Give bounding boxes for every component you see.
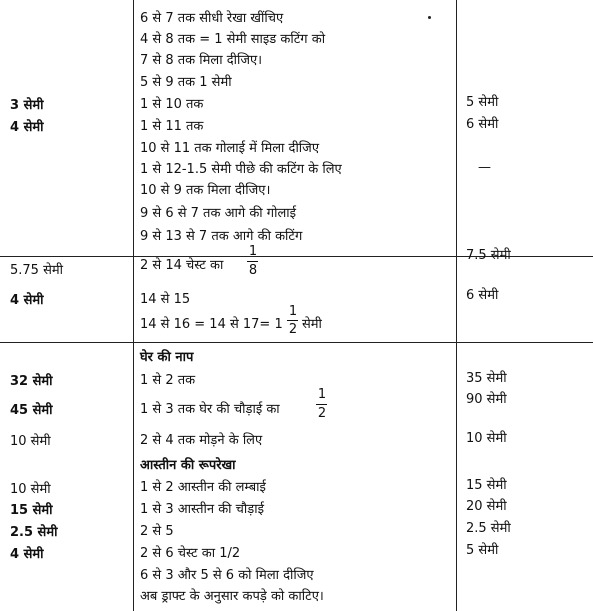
column-divider-right [456, 0, 457, 611]
measure-left: 3 सेमी [10, 98, 44, 113]
instruction-text: 1 से 3 आस्तीन की चौड़ाई [140, 502, 265, 517]
instruction-text: 1 से 3 तक घेर की चौड़ाई का [140, 402, 280, 417]
measure-left: 4 सेमी [10, 293, 44, 308]
measure-left: 5.75 सेमी [10, 263, 64, 278]
speck-mark [428, 16, 431, 19]
fraction-numerator: 1 [288, 304, 298, 319]
measure-right: 6 सेमी [466, 288, 499, 303]
measure-left: 15 सेमी [10, 503, 53, 518]
measure-left: 32 सेमी [10, 374, 53, 389]
instruction-text: 9 से 6 से 7 तक आगे की गोलाई [140, 206, 297, 221]
instruction-text: 4 से 8 तक = 1 सेमी साइड कटिंग को [140, 32, 326, 47]
fraction-numerator: 1 [248, 244, 258, 259]
measure-left: 45 सेमी [10, 403, 53, 418]
instruction-text: 6 से 7 तक सीधी रेखा खींचिए [140, 11, 284, 26]
measure-right: 10 सेमी [466, 431, 507, 446]
instruction-text: 1 से 12-1.5 सेमी पीछे की कटिंग के लिए [140, 162, 342, 177]
instruction-text: 7 से 8 तक मिला दीजिए। [140, 53, 263, 68]
measure-right: 7.5 सेमी [466, 248, 511, 263]
measure-left: 10 सेमी [10, 482, 51, 497]
fraction-numerator: 1 [317, 387, 327, 402]
section-heading-sleeve: आस्तीन की रूपरेखा [140, 458, 236, 473]
measure-left: 4 सेमी [10, 547, 44, 562]
measure-right: 6 सेमी [466, 117, 499, 132]
measure-left: 10 सेमी [10, 434, 51, 449]
instruction-text: 14 से 15 [140, 292, 191, 307]
fraction-bar [316, 404, 327, 405]
fraction-denominator: 8 [248, 263, 258, 278]
instruction-text: 10 से 9 तक मिला दीजिए। [140, 183, 271, 198]
instruction-text: 1 से 10 तक [140, 97, 204, 112]
instruction-text: 10 से 11 तक गोलाई में मिला दीजिए [140, 141, 320, 156]
section-heading-gher: घेर की नाप [140, 350, 194, 365]
measure-right: 20 सेमी [466, 499, 507, 514]
instruction-text: 5 से 9 तक 1 सेमी [140, 75, 232, 90]
measure-left: 2.5 सेमी [10, 525, 58, 540]
row-divider [0, 342, 593, 343]
fraction-bar [287, 320, 298, 321]
unit-text: सेमी [302, 317, 322, 332]
instruction-text: 1 से 2 आस्तीन की लम्बाई [140, 480, 266, 495]
instruction-text: 14 से 16 = 14 से 17= 1 [140, 317, 283, 332]
instruction-text: 2 से 5 [140, 524, 174, 539]
measure-right: 90 सेमी [466, 392, 507, 407]
instruction-text: 1 से 2 तक [140, 373, 196, 388]
measure-right: 2.5 सेमी [466, 521, 511, 536]
instruction-text: अब ड्राफ्ट के अनुसार कपड़े को काटिए। [140, 589, 324, 604]
column-divider-left [133, 0, 134, 611]
fraction-denominator: 2 [288, 322, 298, 337]
instruction-text: 6 से 3 और 5 से 6 को मिला दीजिए [140, 568, 314, 583]
instruction-text: 2 से 6 चेस्ट का 1/2 [140, 546, 241, 561]
measure-left: 4 सेमी [10, 120, 44, 135]
instruction-text: 9 से 13 से 7 तक आगे की कटिंग [140, 229, 303, 244]
measure-right: 5 सेमी [466, 543, 499, 558]
measure-right: 15 सेमी [466, 478, 507, 493]
measure-right: 35 सेमी [466, 371, 507, 386]
instruction-text: 2 से 14 चेस्ट का [140, 258, 224, 273]
fraction-denominator: 2 [317, 406, 327, 421]
measure-right: 5 सेमी [466, 95, 499, 110]
fraction-bar [247, 261, 258, 262]
instruction-text: 1 से 11 तक [140, 119, 204, 134]
measure-right: — [478, 160, 491, 175]
instruction-text: 2 से 4 तक मोड़ने के लिए [140, 433, 263, 448]
